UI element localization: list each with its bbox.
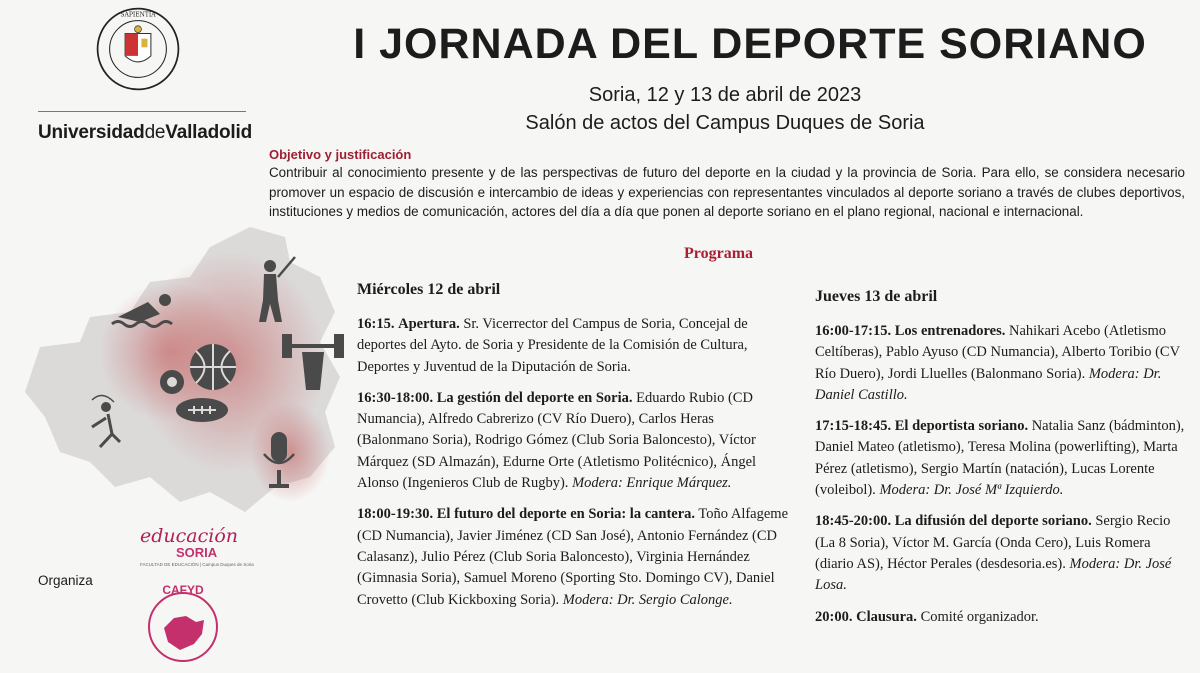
session-body: Comité organizador.	[920, 608, 1039, 625]
session-item	[357, 388, 789, 494]
educacion-logo-script: educación	[140, 525, 239, 547]
day-title-wednesday: Miércoles 12 de abril	[357, 281, 501, 298]
session-time: 16:15.	[357, 316, 395, 332]
day-title-thursday: Jueves 13 de abril	[815, 288, 938, 305]
session-moderator: Modera: Dr. José Losa.	[815, 555, 1172, 594]
university-name: UniversidaddeValladolid	[38, 122, 252, 143]
session-title: El deportista soriano.	[894, 418, 1029, 435]
schedule-wednesday	[357, 314, 789, 621]
session-time: 18:00-19:30.	[357, 506, 434, 523]
session-item	[815, 607, 1187, 628]
session-time: 20:00.	[815, 608, 853, 625]
session-item	[815, 416, 1187, 501]
svg-text:SAPIENTIA: SAPIENTIA	[120, 11, 156, 19]
educacion-soria-logo	[140, 526, 264, 567]
educacion-logo-caption: FACULTAD DE EDUCACIÓN | Campus Duques de Soria	[140, 562, 254, 567]
session-body: Sergio Recio (La 8 Soria), Víctor M. García (Onda Cero), Luis Romera (diario AS), Héctor Perales (desdesoria.es).	[815, 513, 1171, 572]
cafyd-logo-text: CAFYD	[162, 583, 204, 597]
event-title: I JORNADA DEL DEPORTE SORIANO	[353, 20, 1147, 68]
session-body: Eduardo Rubio (CD Numancia), Alfredo Cabrerizo (CV Río Duero), Carlos Heras (Balonmano Soria), Rodrigo Gómez (Club Soria Baloncesto), Víctor Márquez (SD Almazán), Edurne Orte (Atletismo Politécnico), Ángel Alonso (Ingenieros Club de Rugby).	[357, 389, 757, 492]
football-icon	[160, 370, 184, 394]
session-item	[357, 504, 789, 610]
session-title: Clausura.	[856, 608, 917, 625]
session-title: La difusión del deporte soriano.	[894, 513, 1092, 530]
event-venue: Salón de actos del Campus Duques de Soria	[525, 112, 925, 134]
program-heading: Programa	[684, 245, 754, 262]
session-item	[815, 511, 1187, 596]
session-body: Nahikari Acebo (Atletismo Celtíberas), Pablo Ayuso (CD Numancia), Alberto Toribio (CV Río Duero), Jordi Lluelles (Balonmano Soria).	[815, 323, 1180, 382]
schedule-thursday	[815, 321, 1187, 638]
session-moderator: Modera: Dr. Daniel Castillo.	[815, 365, 1162, 403]
session-moderator: Modera: Dr. Sergio Calonge.	[562, 591, 733, 608]
rugby-ball-icon	[176, 398, 228, 422]
soria-map-illustration	[20, 222, 350, 522]
session-time: 17:15-18:45.	[815, 418, 892, 435]
session-title: El futuro del deporte en Soria: la cantera.	[436, 506, 696, 523]
session-title: La gestión del deporte en Soria.	[436, 389, 633, 406]
session-item	[815, 321, 1187, 406]
session-time: 16:00-17:15.	[815, 323, 892, 339]
educacion-logo-soria: SORIA	[176, 545, 218, 560]
session-time: 18:45-20:00.	[815, 513, 892, 530]
organizers-label: Organiza	[38, 573, 93, 588]
university-divider	[38, 111, 246, 112]
session-moderator: Modera: Dr. José Mª Izquierdo.	[879, 482, 1064, 499]
session-title: Los entrenadores.	[894, 323, 1006, 339]
session-time: 16:30-18:00.	[357, 389, 434, 406]
session-body: Sr. Vicerrector del Campus de Soria, Concejal de deportes del Ayto. de Soria y Presidente de la Comisión de Cultura, Deportes y Juventud de la Diputación de Soria.	[357, 316, 748, 375]
session-body: Toño Alfageme (CD Numancia), Javier Jiménez (CD San José), Antonio Fernández (CD Calasanz), Julio Pérez (Club Soria Baloncesto), Virginia Hernández (Gimnasia Soria), Samuel Moreno (Sporting Sto. Domingo CV), Daniel Crovetto (Club Kickboxing Soria).	[357, 506, 789, 608]
session-item	[357, 314, 789, 378]
session-title: Apertura.	[398, 316, 460, 332]
event-date: Soria, 12 y 13 de abril de 2023	[588, 84, 862, 106]
basketball-icon	[190, 344, 236, 390]
objective-heading: Objetivo y justificación	[269, 147, 412, 162]
university-seal-logo	[95, 6, 181, 92]
cafyd-logo	[140, 580, 226, 666]
objective-text: Contribuir al conocimiento presente y de las perspectivas de futuro del deporte en la ciudad y la provincia de Soria. Para ello, se considera necesario promover un espacio de discusión e intercambio de ideas y experiencias con representantes vinculados al deporte soriano a través de clubes deportivos, instituciones y medios de comunicación, actores del día a día que ponen al deporte soriano en el plano regional, nacional e internacional.	[269, 165, 1185, 220]
session-moderator: Modera: Enrique Márquez.	[572, 475, 732, 492]
session-body: Natalia Sanz (bádminton), Daniel Mateo (atletismo), Teresa Molina (powerlifting), Marta Pérez (atletismo), Sergio Martín (natación), Lucas Lorente (voleibol).	[815, 418, 1185, 499]
